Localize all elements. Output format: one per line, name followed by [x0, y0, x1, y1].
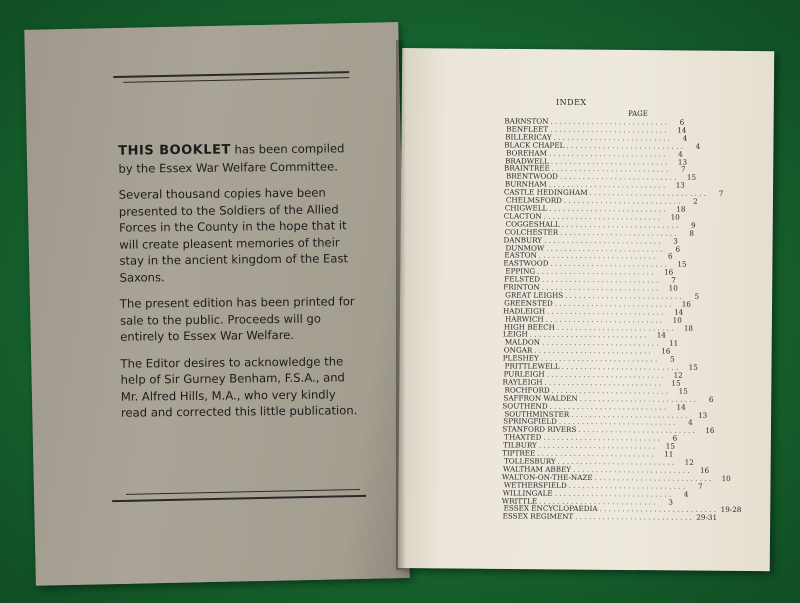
index-entry-page: 10	[672, 315, 682, 325]
index-entry-page: 13	[675, 180, 685, 190]
index-entry-name: TIPTREE	[502, 448, 536, 458]
index-entry-name: EASTON	[504, 250, 537, 261]
index-entry-name: THAXTED	[504, 432, 542, 442]
index-entry-page: 6	[708, 394, 714, 404]
index-entry-leader: . . . . . . . . . . . . . . . . . . . . . . . . . .	[551, 164, 669, 174]
index-entry-leader: . . . . . . . . . . . . . . . . . . . . . . . . . .	[554, 488, 672, 499]
note-lead: THIS BOOKLET	[118, 142, 231, 159]
index-entry-leader: . . . . . . . . . . . . . . . . . . . . . . . . . .	[565, 290, 682, 301]
index-entry-name: BURNHAM	[504, 179, 547, 189]
index-entry-leader: . . . . . . . . . . . . . . . . . . . . . . . . . .	[568, 480, 686, 491]
index-entry-page: 12	[684, 457, 694, 467]
note-paragraph-4: The Editor desires to acknowledge the help of Sir Gurney Benham, F.S.A., and Mr. Alfred Hills, M.A., who very kindly read and corrected this little publication.	[120, 353, 358, 420]
index-entry-page: 13	[677, 157, 688, 167]
index-list	[501, 116, 742, 523]
index-entry-name: HADLEIGH	[503, 306, 546, 316]
index-entry-leader: . . . . . . . . . . . . . . . . . . . . . . . . . .	[550, 156, 668, 167]
index-entry-name: FRINTON	[503, 282, 540, 292]
index-entry-page: 16	[699, 465, 710, 475]
index-entry-name: GREENSTED	[504, 298, 553, 308]
index-entry-page: 6	[672, 433, 678, 443]
index-entry-name: EPPING	[505, 266, 536, 276]
index-entry-leader: . . . . . . . . . . . . . . . . . . . . . . . . . .	[544, 235, 661, 246]
left-page	[24, 22, 410, 586]
index-entry-name: WRITTLE	[501, 495, 538, 506]
index-entry-page: 15	[678, 386, 688, 396]
spine-shadow	[396, 40, 406, 570]
index-entry-leader: . . . . . . . . . . . . . . . . . . . . . . . . . .	[572, 464, 690, 475]
index-entry-name: BRENTWOOD	[505, 171, 558, 182]
index-entry-page: 3	[668, 497, 673, 507]
index-entry-leader: . . . . . . . . . . . . . . . . . . . . . . . . . .	[546, 243, 663, 254]
page-column-heading: PAGE	[628, 110, 648, 118]
index-entry-leader: . . . . . . . . . . . . . . . . . . . . . . . . . .	[560, 227, 677, 238]
index-entry-leader: . . . . . . . . . . . . . . . . . . . . . . . . . .	[548, 179, 666, 190]
booklet-note	[118, 140, 361, 431]
index-entry-page: 7	[697, 481, 703, 491]
index-entry-name: CHELMSFORD	[505, 195, 562, 205]
index-entry-page: 29-31	[696, 513, 718, 523]
index-entry-name: ESSEX REGIMENT	[502, 511, 574, 522]
index-entry-name: WETHERSFIELD	[503, 480, 567, 490]
index-entry-page: 5	[694, 291, 700, 301]
index-entry-page: 4	[682, 133, 688, 143]
index-entry-leader: . . . . . . . . . . . . . . . . . . . . . . . . . .	[554, 298, 672, 309]
index-entry-name: ONGAR	[503, 345, 533, 355]
index-entry-name: COGGESHALL	[505, 219, 560, 229]
index-entry-leader: . . . . . . . . . . . . . . . . . . . . . . . . . .	[529, 330, 647, 340]
index-entry-page: 15	[671, 378, 681, 388]
index-entry-name: GREAT LEIGHS	[505, 290, 564, 300]
index-entry-name: DANBURY	[503, 235, 543, 245]
index-entry-name: SAFFRON WALDEN	[503, 393, 578, 403]
index-entry-name: TOLLESBURY	[503, 456, 556, 466]
index-entry-page: 4	[678, 149, 683, 159]
index-entry-leader: . . . . . . . . . . . . . . . . . . . . . . . . . .	[550, 124, 667, 135]
index-entry-page: 7	[718, 189, 724, 199]
index-entry-page: 15	[686, 173, 697, 183]
index-entry-leader: . . . . . . . . . . . . . . . . . . . . . . . . . .	[549, 401, 667, 412]
index-entry-leader: . . . . . . . . . . . . . . . . . . . . . . . . . .	[551, 385, 669, 396]
index-entry-name: HIGH BEECH	[503, 321, 555, 332]
index-entry-name: TILBURY	[503, 440, 537, 450]
index-entry-leader: . . . . . . . . . . . . . . . . . . . . . . . . . .	[537, 448, 654, 459]
index-entry-leader: . . . . . . . . . . . . . . . . . . . . . . . . . .	[561, 361, 679, 372]
index-entry-leader: . . . . . . . . . . . . . . . . . . . . . . . . . .	[563, 195, 681, 206]
index-entry-name: HARWICH	[504, 314, 544, 324]
index-entry-page: 15	[688, 362, 698, 372]
index-entry-name: EASTWOOD	[503, 258, 549, 269]
index-entry-page: 14	[676, 402, 686, 412]
index-entry-page: 7	[671, 275, 676, 285]
index-entry-page: 13	[698, 410, 708, 420]
index-entry-leader: . . . . . . . . . . . . . . . . . . . . . . . . . .	[538, 251, 656, 261]
index-entry-name: CLACTON	[503, 211, 542, 221]
index-entry-leader: . . . . . . . . . . . . . . . . . . . . . . . . . .	[599, 504, 717, 515]
index-entry-name: SOUTHMINSTER	[504, 408, 570, 419]
top-rule-thin	[123, 77, 349, 83]
index-entry-leader: . . . . . . . . . . . . . . . . . . . . . . . . . .	[575, 512, 692, 523]
index-entry-page: 7	[680, 165, 686, 175]
index-entry-leader: . . . . . . . . . . . . . . . . . . . . . . . . . .	[550, 116, 668, 127]
index-entry-page: 16	[664, 267, 674, 277]
index-entry-name: PLESHEY	[502, 353, 539, 363]
index-entry-leader: . . . . . . . . . . . . . . . . . . . . . . . . . .	[561, 219, 679, 230]
index-entry-name: SPRINGFIELD	[503, 416, 557, 427]
index-entry-leader: . . . . . . . . . . . . . . . . . . . . . . . . . .	[589, 188, 707, 198]
index-entry-leader: . . . . . . . . . . . . . . . . . . . . . . . . . .	[534, 345, 651, 356]
bottom-rule-thin	[126, 489, 360, 495]
index-entry-leader: . . . . . . . . . . . . . . . . . . . . . . . . . .	[542, 338, 659, 348]
index-entry-leader: . . . . . . . . . . . . . . . . . . . . . . . . . .	[556, 322, 674, 333]
index-entry-leader: . . . . . . . . . . . . . . . . . . . . . . . . . .	[579, 393, 697, 404]
index-entry-leader: . . . . . . . . . . . . . . . . . . . . . . . . . .	[558, 417, 676, 428]
index-entry-page: 12	[673, 370, 683, 380]
index-entry-page: 2	[693, 196, 698, 206]
note-paragraph-3: The present edition has been printed for sale to the public. Proceeds will go entirely to Essex War Welfare.	[119, 294, 355, 344]
note-paragraph-2: Several thousand copies have been presented to the Soldiers of the Allied Forces in the County in the hope that it will create pleasent memories of their stay in the ancient kingdom of the East Saxons.	[118, 185, 349, 285]
index-entry-name: LEIGH	[502, 329, 528, 340]
index-entry-page: 8	[689, 228, 695, 238]
index-entry-page: 16	[681, 299, 691, 309]
index-entry-name: RAYLEIGH	[502, 377, 543, 387]
index-entry-page: 6	[675, 244, 681, 254]
index-entry-leader: . . . . . . . . . . . . . . . . . . . . . . . . . .	[544, 377, 662, 388]
index-entry-page: 18	[676, 204, 686, 214]
index-entry-leader: . . . . . . . . . . . . . . . . . . . . . . . . . .	[541, 274, 659, 285]
index-entry-leader: . . . . . . . . . . . . . . . . . . . . . . . . . .	[559, 172, 677, 182]
index-entry-name: SOUTHEND	[502, 401, 548, 411]
index-entry-page: 15	[665, 441, 675, 451]
index-entry-page: 5	[669, 354, 675, 364]
index-entry-page: 18	[683, 323, 694, 333]
index-entry-name: BOREHAM	[506, 148, 547, 158]
index-entry-leader: . . . . . . . . . . . . . . . . . . . . . . . . . .	[548, 148, 666, 159]
bottom-rule	[112, 495, 366, 502]
index-entry-name: COLCHESTER	[504, 227, 559, 237]
index-entry-page: 4	[683, 489, 689, 499]
note-lead-rest: has been compiled by the Essex War Welfare Committee.	[118, 141, 345, 176]
index-entry-name: PURLEIGH	[503, 369, 545, 379]
index-entry-leader: . . . . . . . . . . . . . . . . . . . . . . . . . .	[566, 140, 683, 151]
index-heading: INDEX	[556, 98, 587, 107]
index-entry-leader: . . . . . . . . . . . . . . . . . . . . . . . . . .	[578, 425, 695, 436]
index-entry-page: 16	[705, 426, 715, 436]
index-entry-leader: . . . . . . . . . . . . . . . . . . . . . . . . . .	[545, 314, 663, 325]
index-entry-page: 14	[677, 125, 687, 135]
index-entry-leader: . . . . . . . . . . . . . . . . . . . . . . . . . .	[553, 132, 671, 143]
index-entry-name: BLACK CHAPEL	[504, 140, 565, 150]
index-entry-page: 4	[688, 418, 693, 428]
index-entry-name: PRITTLEWELL	[504, 361, 560, 371]
index-entry-leader: . . . . . . . . . . . . . . . . . . . . . . . . . .	[550, 259, 668, 269]
index-entry-leader: . . . . . . . . . . . . . . . . . . . . . . . . . .	[571, 409, 688, 420]
index-entry-name: ROCHFORD	[504, 385, 550, 395]
index-entry-name: BENFLEET	[506, 124, 549, 134]
index-entry-name: ESSEX ENCYCLOPAEDIA	[503, 503, 598, 514]
index-entry-page: 6	[667, 251, 673, 261]
index-entry-leader: . . . . . . . . . . . . . . . . . . . . . . . . . .	[540, 353, 658, 364]
note-paragraph-1	[118, 140, 358, 177]
index-entry-page: 15	[677, 259, 687, 269]
index-entry-name: FELSTED	[504, 274, 541, 284]
index-entry-name: CHIGWELL	[504, 203, 548, 213]
index-entry-name: WALTON-ON-THE-NAZE	[501, 472, 593, 482]
index-entry-leader: . . . . . . . . . . . . . . . . . . . . . . . . . .	[541, 282, 659, 293]
index-entry-leader: . . . . . . . . . . . . . . . . . . . . . . . . . .	[549, 203, 666, 214]
index-entry-leader: . . . . . . . . . . . . . . . . . . . . . . . . . .	[543, 211, 661, 222]
index-entry-leader: . . . . . . . . . . . . . . . . . . . . . . . . . .	[538, 440, 656, 451]
index-entry-page: 10	[668, 283, 678, 293]
index-entry-page: 14	[674, 307, 684, 317]
index-entry-page: 6	[679, 117, 685, 127]
index-entry-page: 19-28	[720, 505, 742, 515]
index-entry-leader: . . . . . . . . . . . . . . . . . . . . . . . . . .	[594, 472, 712, 483]
index-entry-leader: . . . . . . . . . . . . . . . . . . . . . . . . . .	[546, 369, 664, 380]
index-entry-name: BARNSTON	[504, 116, 549, 126]
index-entry-name: STANFORD RIVERS	[502, 424, 577, 435]
index-entry-leader: . . . . . . . . . . . . . . . . . . . . . . . . . .	[539, 496, 656, 506]
index-entry-name: CASTLE HEDINGHAM	[503, 187, 588, 198]
index-entry-page: 11	[664, 449, 674, 459]
index-entry-page: 11	[669, 338, 679, 349]
index-entry-page: 9	[690, 220, 696, 230]
index-entry-name: BRAINTREE	[504, 163, 550, 174]
index-entry-name: MALDON	[504, 337, 541, 348]
index-entry-name: WILLINGALE	[502, 488, 553, 498]
index-entry-leader: . . . . . . . . . . . . . . . . . . . . . . . . . .	[547, 306, 664, 317]
index-entry-leader: . . . . . . . . . . . . . . . . . . . . . . . . . .	[537, 266, 654, 277]
index-entry-page: 16	[661, 346, 671, 356]
index-entry-leader: . . . . . . . . . . . . . . . . . . . . . . . . . .	[557, 456, 675, 467]
index-entry-name: WALTHAM ABBEY	[502, 464, 572, 474]
index-entry-page: 14	[656, 330, 666, 341]
index-entry-page: 4	[695, 141, 701, 151]
index-entry-page: 3	[673, 236, 678, 246]
index-entry	[502, 511, 718, 523]
index-entry-name: BILLERICAY	[505, 132, 552, 142]
index-entry-page: 10	[670, 212, 680, 222]
index-entry-page: 10	[721, 473, 731, 483]
index-entry-leader: . . . . . . . . . . . . . . . . . . . . . . . . . .	[543, 432, 660, 443]
index-entry-name: DUNMOW	[505, 242, 545, 253]
index-entry-name: BRADWELL	[505, 155, 549, 166]
